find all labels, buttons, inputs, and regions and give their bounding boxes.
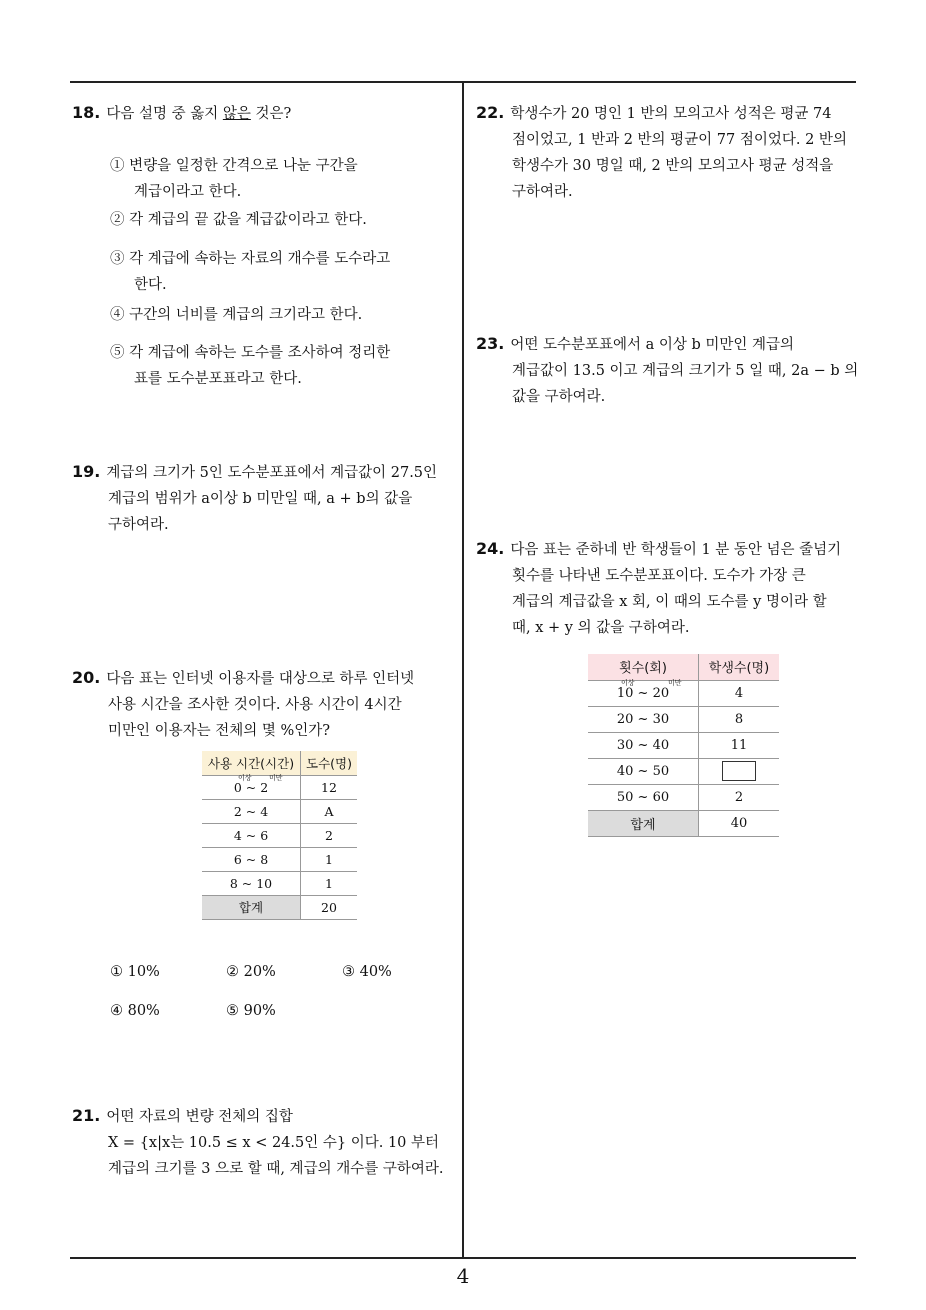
jump-rope-table [588, 654, 779, 837]
option-2[interactable]: ② 각 계급의 끝 값을 계급값이라고 한다. [110, 212, 367, 228]
class-cell: 이상 미만 10 ~ 20 [588, 680, 699, 706]
freq-cell: 1 [301, 871, 358, 895]
question-number: 18. [72, 103, 101, 122]
header-cell: 도수(명) [301, 751, 358, 775]
freq-cell: 8 [699, 706, 780, 732]
header-cell: 사용 시간(시간) [202, 751, 301, 775]
question-text: 계급의 크기가 5인 도수분포표에서 계급값이 27.5인 [106, 465, 438, 481]
class-cell: 2 ~ 4 [202, 799, 301, 823]
freq-cell: 1 [301, 847, 358, 871]
question-stem: 다음 설명 중 옳지 않은 것은? [106, 106, 292, 122]
question-text: 어떤 도수분포표에서 a 이상 b 미만인 계급의 [510, 337, 795, 353]
blank-answer-cell [699, 758, 780, 784]
question-19 [72, 459, 437, 538]
option-1[interactable]: ① 변량을 일정한 간격으로 나눈 구간을 계급이라고 한다. [110, 158, 358, 200]
question-number: 24. [476, 539, 505, 558]
class-cell: 30 ~ 40 [588, 732, 699, 758]
total-label: 합계 [588, 810, 699, 836]
question-text: 다음 표는 인터넷 이용자를 대상으로 하루 인터넷 [106, 671, 415, 687]
question-24 [476, 536, 841, 641]
class-cell: 이상 미만 0 ~ 2 [202, 775, 301, 799]
class-cell: 4 ~ 6 [202, 823, 301, 847]
freq-cell: 11 [699, 732, 780, 758]
question-text: 구하여라. [512, 184, 573, 200]
answer-box[interactable] [722, 761, 756, 781]
question-text: 학생수가 30 명일 때, 2 반의 모의고사 평균 성적을 [512, 158, 834, 174]
header-cell: 학생수(명) [699, 654, 780, 680]
total-label: 합계 [202, 895, 301, 919]
question-text: 계급값이 13.5 이고 계급의 크기가 5 일 때, 2a − b 의 [512, 363, 859, 379]
table-row [202, 871, 357, 895]
question-text: 사용 시간을 조사한 것이다. 사용 시간이 4시간 [108, 697, 402, 713]
question-text: 계급의 범위가 a이상 b 미만일 때, a + b의 값을 [108, 491, 413, 507]
question-text: 학생수가 20 명인 1 반의 모의고사 성적은 평균 74 [510, 106, 832, 122]
freq-cell: A [301, 799, 358, 823]
choice-4[interactable]: ④ 80% [110, 1003, 160, 1019]
choice-3[interactable]: ③ 40% [342, 964, 392, 980]
table-row [588, 784, 779, 810]
page-number: 4 [456, 1264, 470, 1288]
total-value: 20 [301, 895, 358, 919]
table-header [588, 654, 779, 680]
table-row [588, 732, 779, 758]
question-23 [476, 331, 858, 410]
question-text: 다음 표는 준하네 반 학생들이 1 분 동안 넘은 줄넘기 [510, 542, 842, 558]
question-number: 21. [72, 1106, 101, 1125]
class-cell: 50 ~ 60 [588, 784, 699, 810]
choice-2[interactable]: ② 20% [226, 964, 276, 980]
question-number: 19. [72, 462, 101, 481]
usage-time-table [202, 751, 357, 920]
question-text: X = {x|x는 10.5 ≤ x < 24.5인 수} 이다. 10 부터 [108, 1135, 440, 1151]
question-22 [476, 100, 847, 205]
question-number: 22. [476, 103, 505, 122]
table-row [588, 706, 779, 732]
column-divider [462, 81, 464, 1259]
table-header [202, 751, 357, 775]
class-cell: 6 ~ 8 [202, 847, 301, 871]
question-number: 20. [72, 668, 101, 687]
header-cell: 횟수(회) [588, 654, 699, 680]
option-4[interactable]: ④ 구간의 너비를 계급의 크기라고 한다. [110, 307, 363, 323]
freq-cell: 4 [699, 680, 780, 706]
bottom-rule [70, 1257, 856, 1259]
option-5[interactable]: ⑤ 각 계급에 속하는 도수를 조사하여 정리한 표를 도수분포표라고 한다. [110, 345, 391, 387]
question-20 [72, 665, 414, 744]
table-row [202, 823, 357, 847]
choice-1[interactable]: ① 10% [110, 964, 160, 980]
choice-5[interactable]: ⑤ 90% [226, 1003, 276, 1019]
question-text: 점이었고, 1 반과 2 반의 평균이 77 점이었다. 2 반의 [512, 132, 847, 148]
question-18 [72, 100, 291, 127]
class-cell: 8 ~ 10 [202, 871, 301, 895]
question-text: 미만인 이용자는 전체의 몇 %인가? [108, 723, 331, 739]
table-row [202, 799, 357, 823]
freq-cell: 2 [301, 823, 358, 847]
table-row [202, 775, 357, 799]
question-text: 때, x + y 의 값을 구하여라. [512, 620, 690, 636]
table-row [588, 758, 779, 784]
table-row [588, 680, 779, 706]
question-text: 구하여라. [108, 517, 169, 533]
table-total-row [588, 810, 779, 836]
total-value: 40 [699, 810, 780, 836]
freq-cell: 2 [699, 784, 780, 810]
table-row [202, 847, 357, 871]
question-number: 23. [476, 334, 505, 353]
freq-cell: 12 [301, 775, 358, 799]
class-cell: 40 ~ 50 [588, 758, 699, 784]
option-3[interactable]: ③ 각 계급에 속하는 자료의 개수를 도수라고 한다. [110, 251, 391, 293]
question-21 [72, 1103, 443, 1182]
question-text: 계급의 크기를 3 으로 할 때, 계급의 개수를 구하여라. [108, 1161, 444, 1177]
table-total-row [202, 895, 357, 919]
question-text: 값을 구하여라. [512, 389, 606, 405]
question-text: 계급의 계급값을 x 회, 이 때의 도수를 y 명이라 할 [512, 594, 827, 610]
class-cell: 20 ~ 30 [588, 706, 699, 732]
question-text: 횟수를 나타낸 도수분포표이다. 도수가 가장 큰 [512, 568, 806, 584]
question-text: 어떤 자료의 변량 전체의 집합 [106, 1109, 293, 1125]
